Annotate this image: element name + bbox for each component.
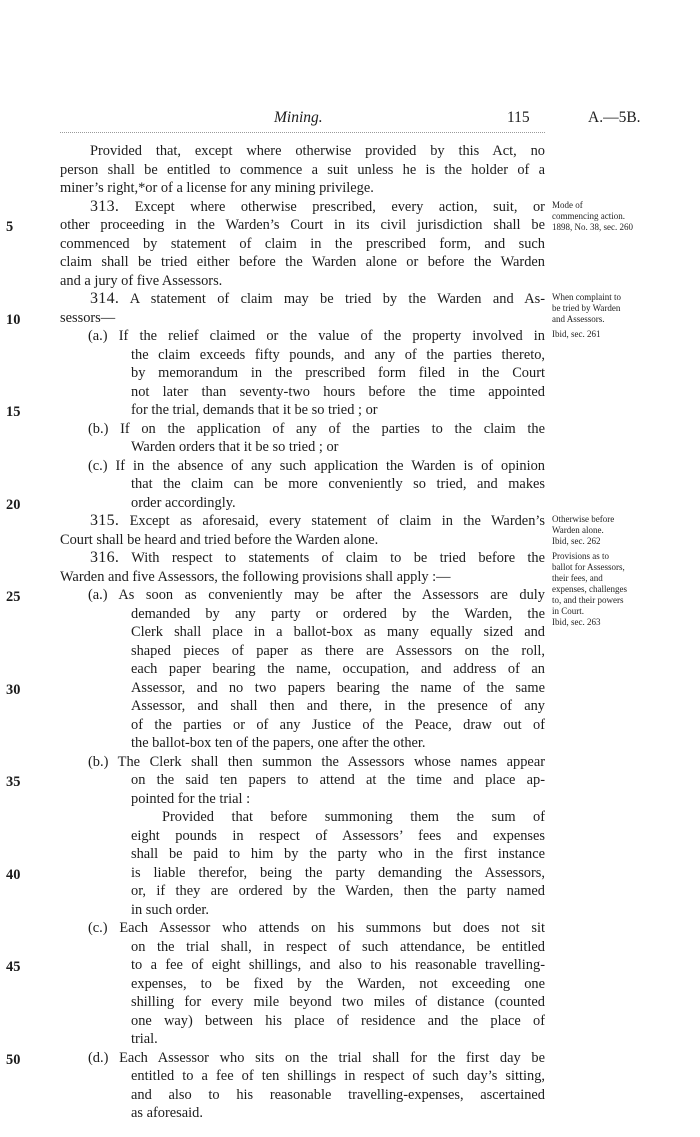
text-line [0,845,700,863]
line-content: (d.) Each Assessor who sits on the trial shall for the first day be [88,1049,545,1066]
line-content: in such order. [131,901,209,918]
text-line [0,1030,700,1048]
line-content: Except where otherwise prescribed, every action, suit, or [134,198,545,215]
line-text [131,642,545,660]
line-text [131,697,545,715]
text-line [0,882,700,900]
text-line [0,383,700,401]
line-text [131,346,545,364]
margin-note-line: commencing action. [552,210,625,221]
text-line [0,401,700,419]
text-line [0,142,700,160]
text-line [0,457,700,475]
text-line [0,808,700,826]
line-text [131,1104,203,1122]
line-content: the ballot-box ten of the papers, one after the other. [131,735,426,751]
line-text [90,198,545,216]
line-text [88,420,545,438]
text-line [0,420,700,438]
header-rule [60,132,545,133]
line-text [131,771,545,789]
line-content: Provided that, except where otherwise provided by this Act, no [90,143,545,159]
line-number: 40 [6,866,21,883]
line-content: Court shall be heard and tried before the Warden alone. [60,531,379,548]
text-line [0,679,700,697]
text-line [0,475,700,493]
line-text [131,901,209,919]
line-content: shaped pieces of paper as there are Assessors on the roll, [131,642,545,659]
line-text [131,1030,158,1048]
line-number: 30 [6,681,21,698]
text-line [0,771,700,789]
line-text [131,734,426,752]
line-content: pointed for the trial : [131,790,251,807]
text-line [0,697,700,715]
margin-note-line: Otherwise before [552,514,615,524]
text-line [0,364,700,382]
margin-note-line: Mode of [552,199,583,210]
line-content: or, if they are ordered by the Warden, then the party named [131,883,545,899]
line-content: on the trial shall, in respect of such attendance, be entitled [131,938,545,955]
margin-note-line: 1898, No. 38, sec. 260 [552,221,633,232]
text-line [0,1086,700,1104]
text-line [0,660,700,678]
line-content: Warden orders that it be so tried ; or [131,439,339,455]
line-text [88,753,545,771]
text-line [0,1067,700,1085]
line-content: With respect to statements of claim to be tried before the [131,550,545,566]
line-text [60,253,545,271]
line-text [131,438,338,456]
line-text [131,383,545,401]
line-text [90,549,545,567]
text-line [0,1049,700,1067]
line-text [60,272,222,290]
line-text [131,605,545,623]
line-text [131,993,545,1011]
line-content: commenced by statement of claim in the prescribed form, and such [60,235,545,252]
line-number: 15 [6,404,21,420]
line-text [131,864,545,882]
line-number: 5 [6,219,14,235]
text-line [0,864,700,882]
text-line [0,1104,700,1122]
line-content: that the claim can be more conveniently so tried, and makes [131,476,545,492]
line-text [131,845,545,863]
line-content: one way) between his place of residence and the place of [131,1012,545,1029]
margin-note-line: ballot for Assessors, [552,562,625,572]
line-content: on the said ten papers to attend at the time and place ap- [131,772,545,788]
text-line [0,253,700,271]
line-text [131,827,545,845]
line-content: for the trial, demands that it be so tried ; or [131,402,378,418]
text-line [0,790,700,808]
line-text [131,494,236,512]
line-text [90,512,545,530]
text-line [0,956,700,974]
page-number: 115 [507,109,530,126]
line-number: 45 [6,959,21,975]
text-line [0,235,700,253]
line-text [131,364,545,382]
line-text [60,309,115,327]
line-text [131,401,378,419]
section-number: 314. [90,290,120,307]
margin-note-line: Ibid, sec. 263 [552,617,601,627]
line-content: order accordingly. [131,494,236,511]
text-line [0,642,700,660]
text-line [0,901,700,919]
line-text [131,882,545,900]
line-content: Assessor, and no two papers bearing the name of the same [131,679,545,696]
line-text [60,216,545,234]
margin-note-line: Provisions as to [552,551,610,561]
text-line [0,993,700,1011]
line-text [131,1012,545,1030]
line-content: other proceeding in the Warden’s Court in its civil jurisdiction shall be [60,217,545,233]
line-text [131,623,545,641]
line-text [131,1086,545,1104]
line-content: miner’s right,*or of a license for any mining privilege. [60,180,374,196]
margin-note-line: to, and their powers [552,595,624,605]
margin-note-line: their fees, and [552,573,603,583]
line-content: and also to his reasonable travelling-expenses, ascertained [131,1086,545,1103]
margin-note-line: in Court. [552,606,585,616]
line-content: as aforesaid. [131,1105,203,1121]
line-content: person shall be entitled to commence a suit unless he is the holder of a [60,161,545,178]
line-text [131,716,545,734]
line-number: 50 [6,1051,21,1068]
line-number: 35 [6,774,21,790]
line-content: Provided that before summoning them the sum of [162,809,545,825]
line-content: Except as aforesaid, every statement of claim in the Warden’s [129,513,545,529]
line-content: the claim exceeds fifty pounds, and any of the parties thereto, [131,346,545,363]
line-content: entitled to a fee of ten shillings in respect of such day’s sitting, [131,1068,545,1084]
text-line [0,346,700,364]
line-text [131,1067,545,1085]
margin-note [552,329,692,340]
section-number: 316. [90,549,120,566]
line-content: by memorandum in the prescribed form filed in the Court [131,365,545,381]
line-text [131,790,250,808]
line-text [60,161,545,179]
text-line [0,179,700,197]
line-number: 10 [6,311,21,328]
line-content: expenses, to be fixed by the Warden, not exceeding one [131,975,545,992]
line-text [88,586,545,604]
text-line [0,975,700,993]
text-line [0,753,700,771]
margin-note [552,200,692,233]
line-text [131,938,545,956]
margin-note-line: Ibid, sec. 262 [552,536,601,546]
line-content: (a.) As soon as conveniently may be after the Assessors are duly [88,587,545,603]
line-content: claim shall be tried either before the Warden alone or before the Warden [60,254,545,270]
section-number: 315. [90,512,120,529]
running-title: Mining. [274,109,323,126]
line-content: (b.) If on the application of any of the parties to the claim the [88,420,545,437]
line-text [162,808,545,826]
margin-note [552,551,692,628]
line-text [131,475,545,493]
line-content: Clerk shall place in a ballot-box as many equally sized and [131,624,545,640]
line-content: is liable therefor, being the party demanding the Assessors, [131,864,545,881]
text-line [0,438,700,456]
line-text [60,179,374,197]
margin-note-line: Ibid, sec. 261 [552,329,601,339]
text-line [0,827,700,845]
line-number: 25 [6,589,21,605]
text-line [0,919,700,937]
line-text [131,956,545,974]
margin-note-line: Warden alone. [552,525,604,535]
text-line [0,716,700,734]
line-content: and a jury of five Assessors. [60,272,223,289]
line-content: shilling for every mile beyond two miles of distance (counted [131,994,545,1010]
line-content: shall be paid to him by the party who in the first instance [131,846,545,862]
text-line [0,734,700,752]
line-text [88,1049,545,1067]
margin-note-line: be tried by Warden [552,303,621,313]
line-content: demanded by any party or ordered by the Warden, the [131,605,545,622]
line-text [131,660,545,678]
line-number: 20 [6,496,21,513]
line-content: Warden and five Assessors, the following provisions shall apply :— [60,568,451,585]
text-line [0,272,700,290]
line-content: (c.) Each Assessor who attends on his summons but does not sit [88,920,545,936]
line-text [88,327,545,345]
margin-note [552,292,692,325]
line-text [88,919,545,937]
line-text [60,568,451,586]
line-content: not later than seventy-two hours before the time appointed [131,383,545,400]
line-content: trial. [131,1031,158,1047]
line-content: (c.) If in the absence of any such application the Warden is of opinion [88,457,545,474]
line-content: of the parties or of any Justice of the Peace, draw out of [131,716,545,733]
line-content: Assessor, and shall then and there, in the presence of any [131,698,545,714]
line-text [131,679,545,697]
text-line [0,161,700,179]
text-line [0,938,700,956]
line-text [60,531,378,549]
margin-note-line: expenses, challenges [552,584,627,594]
line-text [88,457,545,475]
line-content: eight pounds in respect of Assessors’ fees and expenses [131,827,545,844]
margin-note-line: When complaint to [552,292,621,302]
line-content: each paper bearing the name, occupation, and address of an [131,661,545,677]
line-content: (a.) If the relief claimed or the value of the property involved in [88,328,545,344]
text-line [0,494,700,512]
margin-note-line: and Assessors. [552,314,605,324]
margin-note [552,514,692,547]
line-text [90,142,545,160]
line-text [131,975,545,993]
text-line [0,1012,700,1030]
line-content: (b.) The Clerk shall then summon the Assessors whose names appear [88,753,545,770]
line-text [60,235,545,253]
line-content: A statement of claim may be tried by the Warden and As- [129,291,545,307]
line-content: to a fee of eight shillings, and also to his reasonable travelling- [131,957,545,973]
line-content: sessors— [60,309,116,326]
section-number: 313. [90,197,120,215]
line-text [90,290,545,308]
document-reference: A.—5B. [588,109,641,126]
